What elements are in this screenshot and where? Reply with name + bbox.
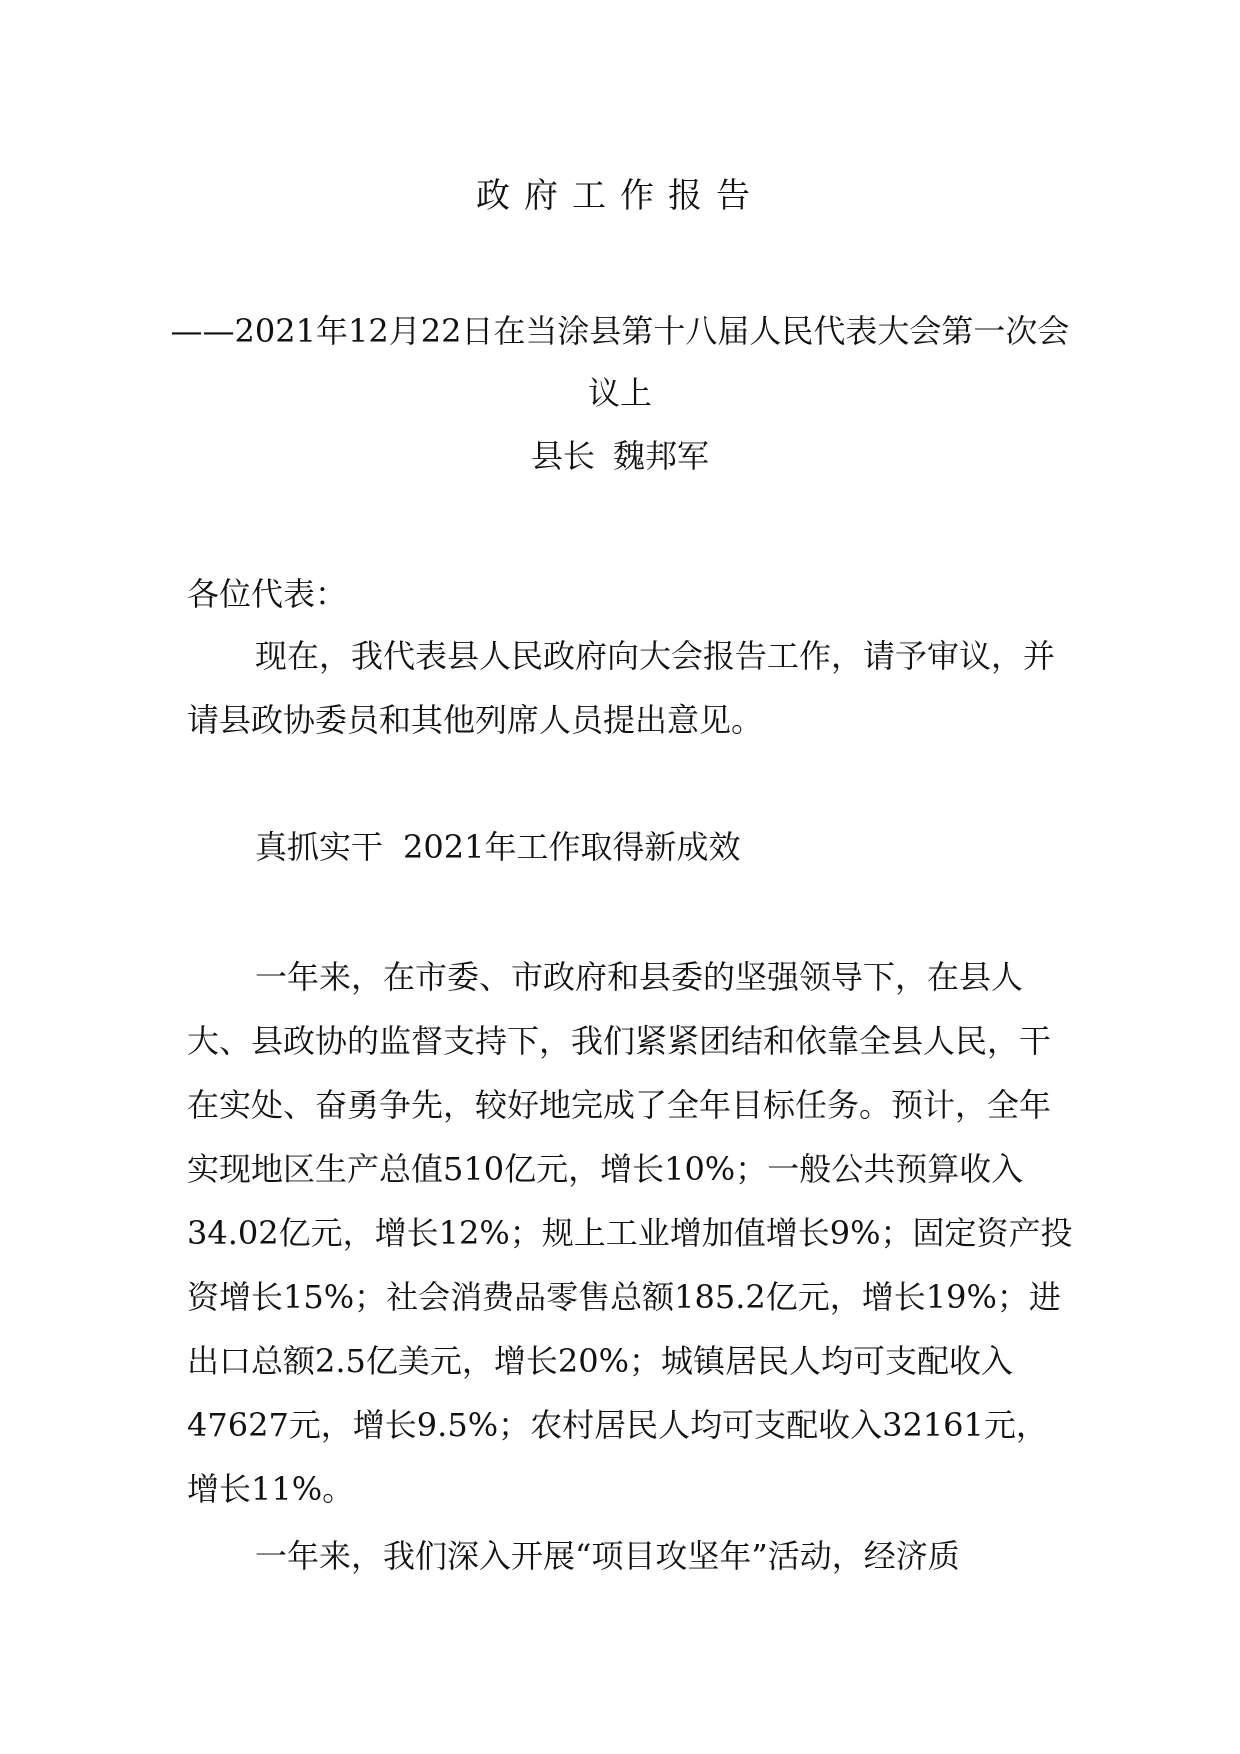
paragraph-opening: 现在，我代表县人民政府向大会报告工作，请予审议，并请县政协委员和其他列席人员提出意见。	[187, 637, 1056, 739]
document-subtitle: ——2021年12月22日在当涂县第十八届人民代表大会第一次会议上	[170, 312, 1070, 412]
author-line	[0, 432, 1240, 480]
salutation: 各位代表：	[187, 575, 348, 613]
author-role: 县长	[530, 437, 595, 475]
section-heading	[187, 815, 1077, 879]
paragraph-summary: 一年来，在市委、市政府和县委的坚强领导下，在县人大、县政协的监督支持下，我们紧紧团结和依靠全县人民，干在实处、奋勇争先，较好地完成了全年目标任务。预计，全年实现地区生产总值510亿元，增长10%；一般公共预算收入34.02亿元，增长12%；规上工业增加值增长9%；固定资产投资增长15%；社会消费品零售总额185.2亿元，增长19%；进出口总额2.5亿美元，增长20%；城镇居民人均可支配收入47627元，增长9.5%；农村居民人均可支配收入32161元，增长11%。	[187, 958, 1073, 1508]
author-name: 魏邦军	[613, 437, 710, 475]
document-title: 政府工作报告	[476, 176, 764, 216]
section-heading-lead: 真抓实干	[255, 828, 384, 866]
paragraph-projects: 一年来，我们深入开展“项目攻坚年”活动，经济质	[255, 1537, 960, 1575]
section-heading-rest: 2021年工作取得新成效	[403, 828, 741, 866]
